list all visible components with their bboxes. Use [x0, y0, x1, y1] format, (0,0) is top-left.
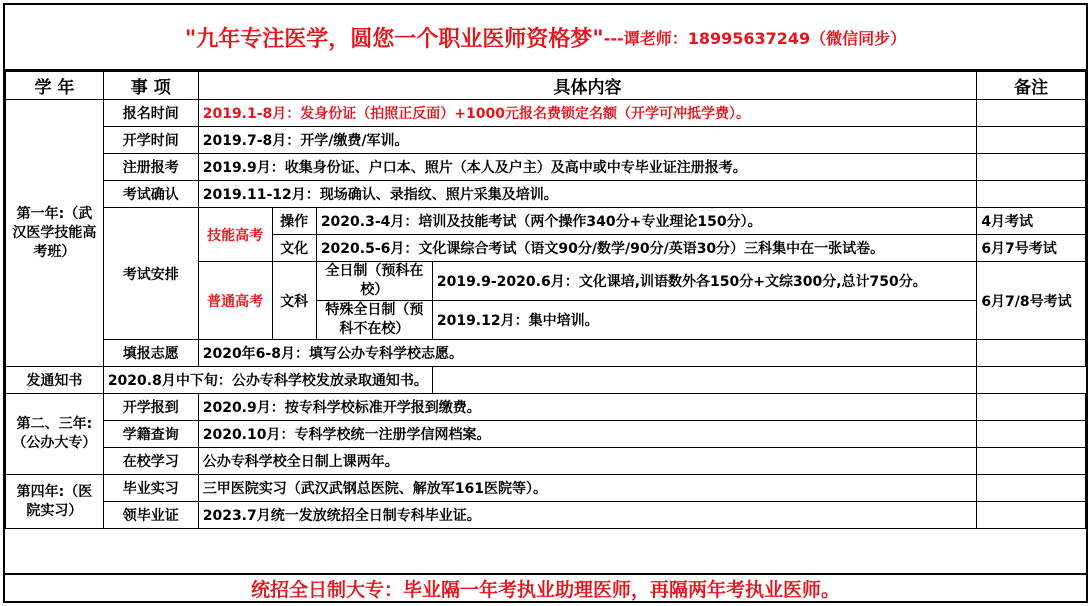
row-content: 2020.10月：专科学校统一注册学信网档案。 — [198, 421, 977, 448]
row-item: 开学时间 — [103, 127, 198, 154]
table-row — [6, 100, 1086, 127]
table-row — [6, 340, 1086, 367]
fulltime-content: 2019.9-2020.6月：文化课培,训语数外各150分+文综300分,总计750分。 — [432, 262, 976, 301]
title-slogan: "九年专注医学，圆您一个职业医师资格梦" — [184, 26, 604, 52]
row-content: 2019.7-8月：开学/缴费/军训。 — [198, 127, 977, 154]
year4-label: 第四年:（医院实习） — [6, 475, 104, 529]
row-item: 报名时间 — [103, 100, 198, 127]
header-row — [6, 72, 1086, 100]
row-item: 发通知书 — [6, 367, 104, 394]
row-note — [977, 394, 1086, 421]
row-note — [977, 502, 1086, 529]
special-type: 特殊全日制（预科不在校） — [316, 301, 432, 340]
row-content: 三甲医院实习（武汉武钢总医院、解放军161医院等）。 — [198, 475, 977, 502]
row-note — [432, 367, 976, 394]
row-item: 开学报到 — [103, 394, 198, 421]
row-note — [977, 100, 1086, 127]
row-content: 公办专科学校全日制上课两年。 — [198, 448, 977, 475]
row-content: 2020年6-8月：填写公办专科学校志愿。 — [198, 340, 977, 367]
row-note — [977, 448, 1086, 475]
table-row — [6, 421, 1086, 448]
general-exam-label: 普通高考 — [198, 262, 272, 340]
table-row — [6, 367, 1086, 394]
table-row — [6, 154, 1086, 181]
row-item: 学籍查询 — [103, 421, 198, 448]
title-banner — [5, 5, 1086, 71]
row-item: 考试确认 — [103, 181, 198, 208]
special-content: 2019.12月：集中培训。 — [432, 301, 976, 340]
table-row — [6, 448, 1086, 475]
row-note — [977, 421, 1086, 448]
row-note — [977, 475, 1086, 502]
general-exam-note: 6月7/8号考试 — [977, 262, 1086, 340]
year23-label: 第二、三年:（公办大专） — [6, 394, 104, 475]
row-content: 2023.7月统一发放统招全日制专科毕业证。 — [198, 502, 977, 529]
row-note — [977, 127, 1086, 154]
row-content: 2020.9月：按专科学校标准开学报到缴费。 — [198, 394, 977, 421]
table-row — [6, 394, 1086, 421]
row-item: 填报志愿 — [103, 340, 198, 367]
table-row — [6, 181, 1086, 208]
row-content: 2020.8月中下旬：公办专科学校发放录取通知书。 — [103, 367, 432, 394]
table-row — [6, 208, 1086, 235]
header-note: 备注 — [977, 72, 1086, 100]
table-row — [6, 127, 1086, 154]
table-row — [6, 502, 1086, 529]
schedule-table — [5, 71, 1086, 529]
skill-cul-sub: 文化 — [272, 235, 316, 262]
row-content: 2019.9月：收集身份证、户口本、照片（本人及户主）及高中或中专毕业证注册报考。 — [198, 154, 977, 181]
fulltime-type: 全日制（预科在校） — [316, 262, 432, 301]
skill-op-note: 4月考试 — [977, 208, 1086, 235]
row-note — [977, 181, 1086, 208]
row-item: 注册报考 — [103, 154, 198, 181]
row-content: 2019.1-8月：发身份证（拍照正反面）+1000元报名费锁定名额（开学可冲抵学费）。 — [198, 100, 977, 127]
row-content: 2019.11-12月：现场确认、录指纹、照片采集及培训。 — [198, 181, 977, 208]
skill-cul-note: 6月7号考试 — [977, 235, 1086, 262]
row-item: 领毕业证 — [103, 502, 198, 529]
footer-banner: 统招全日制大专：毕业隔一年考执业助理医师，再隔两年考执业医师。 — [5, 573, 1086, 601]
row-item: 在校学习 — [103, 448, 198, 475]
skill-op-sub: 操作 — [272, 208, 316, 235]
admission-schedule-sheet — [3, 3, 1088, 603]
general-exam-sub: 文科 — [272, 262, 316, 340]
skill-op-content: 2020.3-4月：培训及技能考试（两个操作340分+专业理论150分）。 — [316, 208, 977, 235]
header-item: 事 项 — [103, 72, 198, 100]
row-note — [977, 340, 1086, 367]
row-item: 毕业实习 — [103, 475, 198, 502]
header-year: 学 年 — [6, 72, 104, 100]
skill-cul-content: 2020.5-6月：文化课综合考试（语文90分/数学/90分/英语30分）三科集中在一张试卷。 — [316, 235, 977, 262]
table-row — [6, 475, 1086, 502]
skill-exam-label: 技能高考 — [198, 208, 272, 262]
header-content: 具体内容 — [198, 72, 977, 100]
exam-item: 考试安排 — [103, 208, 198, 340]
year1-label: 第一年:（武汉医学技能高考班） — [6, 100, 104, 367]
row-note — [977, 154, 1086, 181]
title-contact: ---谭老师：18995637249（微信同步） — [603, 28, 907, 48]
